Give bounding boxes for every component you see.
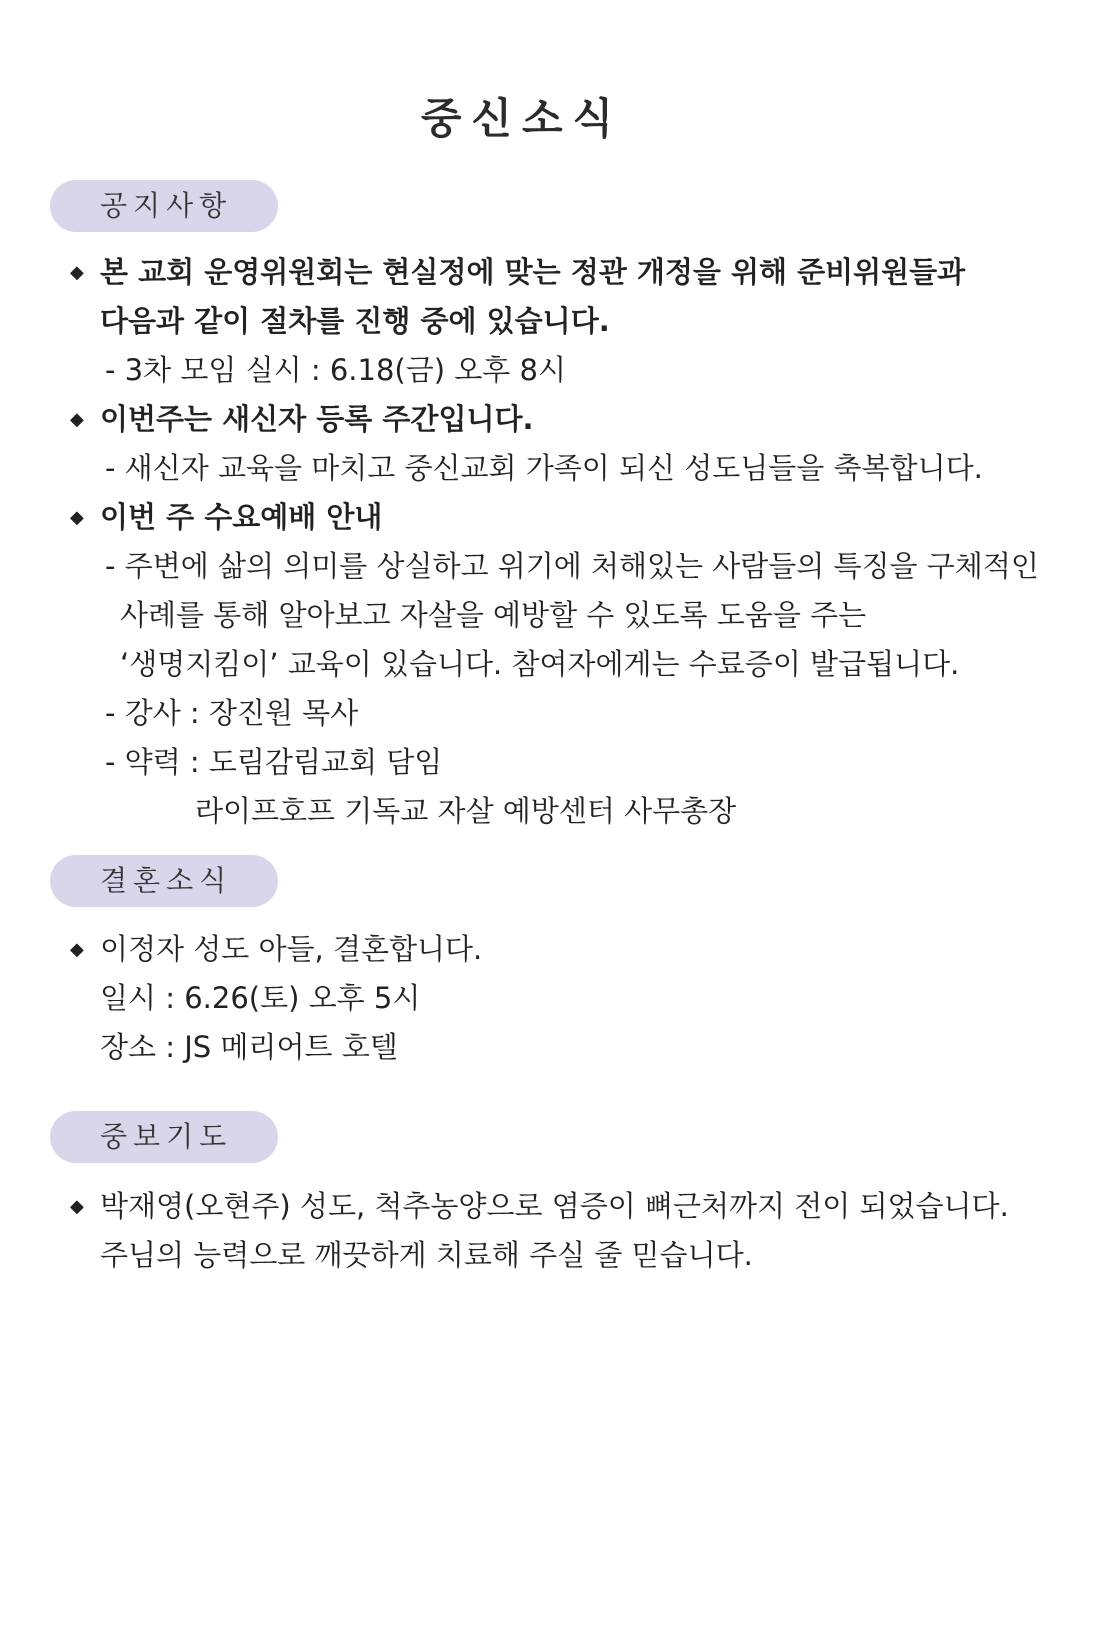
wedding-line: 일시 : 6.26(토) 오후 5시	[100, 981, 421, 1015]
prayer-line: 주님의 능력으로 깨끗하게 치료해 주실 줄 믿습니다.	[100, 1238, 753, 1272]
section-label-wedding: 결혼소식	[50, 855, 278, 907]
list-item-detail	[70, 974, 1040, 1023]
diamond-bullet-icon: ◆	[70, 262, 84, 283]
notice-heading: 다음과 같이 절차를 진행 중에 있습니다.	[100, 304, 610, 338]
list-item	[70, 925, 1040, 974]
list-item	[70, 493, 1040, 542]
list-item-detail	[70, 689, 1040, 738]
list-item	[70, 395, 1040, 444]
diamond-bullet-icon: ◆	[70, 409, 84, 430]
list-item-detail	[70, 1023, 1040, 1072]
prayer-list	[70, 1182, 1040, 1280]
list-item-continuation	[70, 297, 1040, 346]
notice-detail: ‘생명지킴이’ 교육이 있습니다. 참여자에게는 수료증이 발급됩니다.	[120, 647, 960, 681]
diamond-bullet-icon: ◆	[70, 939, 84, 960]
list-item-detail	[70, 346, 1040, 395]
notice-list	[70, 248, 1040, 836]
list-item-detail	[70, 738, 1040, 787]
wedding-line: 이정자 성도 아들, 결혼합니다.	[100, 932, 483, 966]
notice-detail: - 새신자 교육을 마치고 중신교회 가족이 되신 성도님들을 축복합니다.	[105, 451, 983, 485]
notice-detail: 라이프호프 기독교 자살 예방센터 사무총장	[195, 794, 737, 828]
list-item-detail	[70, 542, 1040, 591]
notice-heading: 본 교회 운영위원회는 현실정에 맞는 정관 개정을 위해 준비위원들과	[100, 255, 966, 289]
notice-detail: - 3차 모임 실시 : 6.18(금) 오후 8시	[105, 353, 566, 387]
list-item-detail	[70, 591, 1040, 640]
diamond-bullet-icon: ◆	[70, 507, 84, 528]
list-item	[70, 1182, 1040, 1231]
notice-detail: - 강사 : 장진원 목사	[105, 696, 359, 730]
wedding-line: 장소 : JS 메리어트 호텔	[100, 1030, 398, 1064]
list-item-detail	[70, 444, 1040, 493]
notice-detail: 사례를 통해 알아보고 자살을 예방할 수 있도록 도움을 주는	[120, 598, 867, 632]
wedding-list	[70, 925, 1040, 1072]
list-item-detail	[70, 1231, 1040, 1280]
page-title: 중신소식	[420, 94, 624, 143]
prayer-line: 박재영(오현주) 성도, 척추농양으로 염증이 뼈근처까지 전이 되었습니다.	[100, 1189, 1009, 1223]
notice-heading: 이번 주 수요예배 안내	[100, 500, 383, 534]
diamond-bullet-icon: ◆	[70, 1196, 84, 1217]
notice-detail: - 약력 : 도림감림교회 담임	[105, 745, 443, 779]
section-label-notice: 공지사항	[50, 180, 278, 232]
notice-detail: - 주변에 삶의 의미를 상실하고 위기에 처해있는 사람들의 특징을 구체적인	[105, 549, 1039, 583]
notice-heading: 이번주는 새신자 등록 주간입니다.	[100, 402, 534, 436]
section-label-prayer: 중보기도	[50, 1111, 278, 1163]
list-item	[70, 248, 1040, 297]
list-item-detail	[70, 640, 1040, 689]
list-item-detail	[70, 787, 1040, 836]
